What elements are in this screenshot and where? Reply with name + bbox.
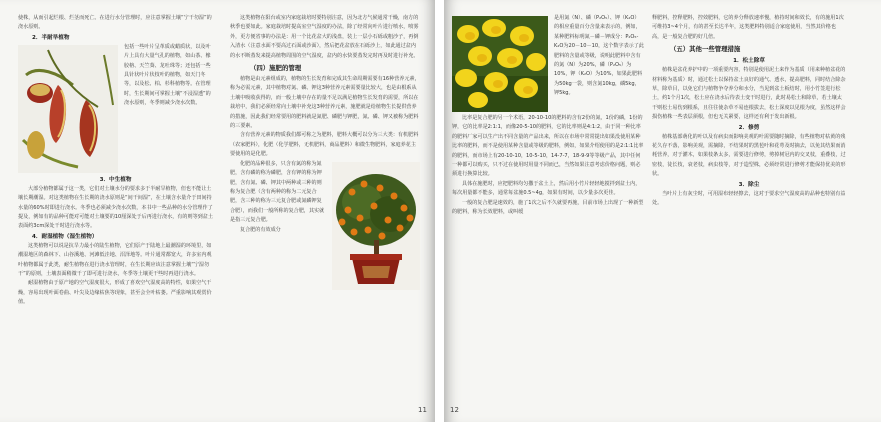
paragraph: 植株是盆花养护中的一项重要内容，特别是使用泥土来作为基质（用来种植盆花的材料称为基质）时，通过松土以保持盆土良好的通气、透水，提高肥料，同时结合除杂草，除草目，以免它们与植物争夺养分和水分，当见到盆土板结时，用小竹签进行松土，约1个月1次，松土应在浇水后待表土变干时进行，此时易松土和除草，若土壤太干则松土易伤到根系，且往往使杂草不易连根拔去，松土深度以见根为度，虽然这样会损伤植株一些表层须根，但也无关紧要，这样还有利于发出新根。 — [652, 67, 846, 121]
pitcher-plant-image — [18, 45, 118, 173]
paragraph: 具体在施肥时，应把肥料均匀撒于盆土上，然后用小竹片轻轻地搅拌到盆土内，每次用量都不能多，通常每盆施0.5~4g，如果有时间，以少量多次更佳。 — [452, 180, 641, 197]
paragraph: 这类植物可以说是抗旱力最小的陆生植物，它们原产于陆地上最潮湿的环境里，如潮湿地区的森林下、山谷溪地、河滩低洼地、沼泽地等。叶片通常都宽大，许多室内观叶植物都属于此类，耐生植物在进行浇水管理时，在生长期应该注意掌握土壤“宁湿勿干”的原则，土壤表面稍微干了即可进行浇水，冬季等土壤更干些时再进行浇水。 — [18, 242, 212, 278]
page-number: 12 — [450, 406, 459, 414]
paragraph: 一般的复合肥是速效的，施了1次之后不久就要再施，目前市场上出现了一种新型的肥料，称为长效肥料，或叫缓 — [452, 199, 644, 216]
subheading-dust-removal: 3．除尘 — [738, 181, 760, 188]
paragraph: 这类植物在阳台或室内家庭栽培时要特别注意，因为北方气候通常干燥，南方的秋季也要如此。家庭栽培时提高室空气湿度的办法，除了经常向叶片进行喷水，喷雾外，更方便省事的办法是：用一个比花盆大的浅盘，装上一层小石砾或粗沙子，再倒入清水（注意水面不要高过石面或沙面），然后把花盆放在石砾沙上，如此通过盆内的水不断蒸发来提高植物周围的空气湿度，盆内的水快要蒸发完时再及时进行补充。 — [230, 15, 419, 59]
paragraph: 是用氮（N）、磷（P₂O₅）、钾（K₂O）的相应重量百分含量来表示的，例如，某种肥料标明氮－磷－钾成分：P₂O₅-K₂O为20－10－10，这个数字表示了此肥料的含量或等级，说明此肥料中含有的氮（N）为20%，磷（P₂O₅）为10%，钾（K₂O）为10%，如果此肥料为50kg一袋，则含氮10kg，磷5kg，钾5kg。 — [554, 15, 644, 97]
paragraph: 比率是复合肥的另一个术语，20-10-10的肥料的含有2份的氮，1份的磷，1份的钾，它的比率是2:1:1，而像20-5-10的肥料，它的比率则是4:1:2，由于同一种比率的肥料厂家可以生产出不同含量的产品出来，所以在市场中常常提出如果没使用某种比率的肥料，而不是使用某种含量或等级的肥料，例如，如果介绍使用的是2:1:1比率的肥料，而市场上有20-10-10，10-5-10，14-7-7，18-9-9等等级产品，其中任何一种都可以购买，只不过在使用时用量不同而已，当然如果注意考虑价格问题，则必须进行换算比较。 — [452, 115, 644, 178]
right-column-2 — [652, 14, 846, 209]
right-page — [444, 0, 881, 422]
paragraph: 复合肥的有效成分 — [240, 226, 281, 233]
section-heading-fertilizing: （四）施肥的管理 — [250, 64, 302, 73]
page-number: 11 — [418, 406, 427, 414]
paragraph: 当叶片上有灰尘时，可用湿布轻轻擦去，这对于要求空气湿度高的品种也特别有益处。 — [652, 190, 846, 207]
kumquat-bonsai-illustration — [332, 162, 420, 290]
left-page — [0, 0, 435, 422]
yellow-flower-illustration — [452, 16, 548, 112]
subheading-hygrophyte: 4．耐湿植物（湿生植物） — [32, 233, 98, 240]
paragraph: 使株，从而引起烂根、烂茎而死亡。在进行水分管理时，应注意掌握土壤“宁干勿湿”的浇水原则。 — [18, 15, 212, 31]
subheading-half-drought: 2．半耐旱植物 — [32, 34, 70, 41]
right-column-1 — [452, 14, 644, 217]
paragraph: 释肥料，控释肥料，控效肥料，它的养分释放速率慢，植持时间和效长，有的施用1次可维持3~4个月，有的甚至长达半年，这类肥料特别适合家庭使用，当然其价格也高，是一般复合肥的好几倍。 — [652, 15, 844, 40]
subheading-loosen-weed: 1．松土除草 — [733, 58, 765, 65]
paragraph: 耐湿植物由于原产地的空气湿度很大，形成了喜欢空气湿度高的特性，如果空气干燥，容易出现叶面卷曲、叶尖及边缘枯焦等现象，甚至会全叶枯萎。严重影响其观赏价值。 — [18, 280, 212, 306]
left-column-1 — [18, 14, 213, 308]
kumquat-bonsai-image — [332, 162, 420, 290]
paragraph: 植物是由元素组成的，植物的生长发育和完成其生命周期需要有16种营养元素，称为必需元素，其中植物对氮、磷、钾这3种营养元素需要量比较大，也是由根系从土壤中吸收获得的，而一般土壤中存在的量不足以满足植物生长发育的需要，所以在栽培中，我们必须经常向土壤中补充这3种营养元素，施肥就是给植物生长提供营养的措施，因此我们经常要用的肥料就是氮肥、磷肥与钾肥，氮、磷、钾又被称为肥料的三要素。 — [230, 76, 420, 130]
paragraph: 大部分植物都属于这一类，它们对土壤水分的要求多于半耐旱植物，但也不能让土壤长期潮湿。对这类植物在生长期的浇水原则是“间干间湿”，在土壤含水量介于田间持水量的60%时即进行浇水。冬季也必须减少浇水次数，本书中一些品种的水分管理作了提及，例如有的品种可能对可能对土壤要的10厘深处于后再进行浇水，有的则等到盆土表面约3cm深处干时进行浇水等。 — [18, 185, 213, 230]
pitcher-plant-illustration — [18, 45, 118, 173]
paragraph: 包括一些叶片呈革质或蜡质状，以及叶片上具有大量气孔的植物，如山茶、橡胶榕、天竺葵、龙吐珠等；还包括一些具针状叶片状枝叶的植物，如天门冬等，以及松、柏、杉科植物等。在管理时，生长期间可掌握土壤“不浸湿透”的浇水原则，冬季则减少浇水次数。 — [124, 43, 211, 107]
book-gutter — [435, 0, 444, 422]
paragraph: 植株基部萌化的叶以及有病虫而影响美观的叶需要随时摘除，有些植物对枯黄的残花久存不落，影响美观，需摘除，不结果时的黑苞叶和花萼及时摘去，以免其结果而消耗营养，对于灌木，如果枝条太多，需要进行修剪，剪掉树冠内的交叉枝，重叠枝，过密枝，徒长枝，衰老枝，病虫枝等，对于造型株，必须经常进行修剪才能保持优美的形状。 — [652, 133, 846, 178]
section-heading-other-measures: （五）其他一些管理措施 — [670, 45, 741, 54]
left-column-2 — [230, 14, 420, 292]
paragraph: 化肥的品种很多，只含有氮的称为氮肥，含有磷的称为磷肥，含有钾的称为钾肥，含有氮、磷、钾其中两种或三种的则称为复合肥（含有两种的称为二元复合肥，含三种的称为三元复合肥或氮磷钾复合肥），而我们一般所称的复合肥，其实就是指三元复合肥。 — [230, 160, 325, 224]
paragraph: 含有营养元素的物质我们都可称之为肥料，肥料大概可以分为三大类：有机肥料（农家肥料），化肥（化学肥料，无机肥料，商品肥料）和微生物肥料，家庭养花主要使用的是化肥。 — [230, 132, 419, 158]
subheading-pruning: 2．修剪 — [738, 124, 760, 131]
subheading-mesophyte: 3．中生植物 — [99, 176, 132, 183]
yellow-flower-image — [452, 16, 548, 112]
